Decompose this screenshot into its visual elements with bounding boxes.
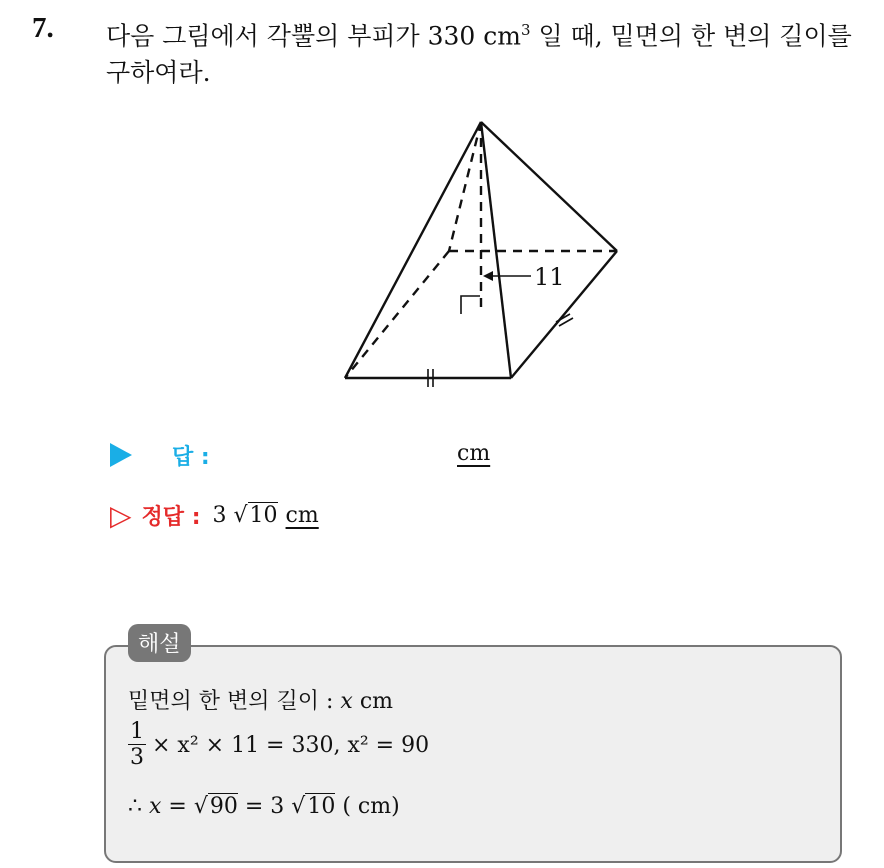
therefore-symbol: ∴	[128, 794, 149, 819]
hidden-edge-base-left	[345, 251, 449, 378]
question-number: 7.	[32, 12, 54, 44]
question-text-line2: 구하여라.	[106, 58, 211, 88]
sqrt-icon: √	[193, 794, 208, 819]
edge-apex-back-right	[481, 122, 617, 251]
explanation-tag: 해설	[128, 624, 191, 662]
solution-arrow-icon: ▷	[110, 498, 132, 532]
explanation-radicand-2: 10	[307, 794, 336, 819]
explanation-line-3-eq: =	[161, 794, 194, 819]
answer-label: 답 :	[172, 444, 210, 470]
answer-row	[110, 438, 210, 472]
explanation-line-2-rest: × x² × 11 = 330, x² = 90	[152, 733, 430, 758]
solution-label: 정답 :	[141, 505, 201, 530]
explanation-line-1	[128, 684, 393, 715]
explanation-line-1-text: 밑면의 한 변의 길이 :	[128, 689, 341, 714]
answer-arrow-icon	[110, 443, 132, 467]
solution-row	[110, 500, 319, 531]
solution-unit: cm	[285, 503, 319, 528]
sqrt-icon: √	[291, 794, 306, 819]
hidden-edge-apex-back-left	[449, 122, 481, 251]
sqrt-icon: √	[233, 503, 248, 528]
explanation-line-1-unit: cm	[359, 689, 394, 714]
question-exponent: 3	[520, 21, 531, 39]
pyramid-figure	[330, 110, 630, 395]
explanation-line-1-var: x	[340, 689, 353, 714]
fraction-one-third	[128, 720, 146, 771]
explanation-line-3-end: ( cm)	[335, 794, 400, 819]
height-label: 11	[534, 263, 565, 291]
height-pointer-arrowhead	[483, 271, 493, 281]
edge-apex-front-left	[345, 122, 481, 378]
explanation-line-3	[128, 794, 400, 819]
question-text-part1: 다음 그림에서 각뿔의 부피가 330 cm	[106, 21, 521, 51]
solution-radicand: 10	[249, 503, 278, 528]
explanation-line-2	[128, 720, 429, 771]
solution-value	[213, 503, 278, 528]
explanation-line-3-mid: = 3	[237, 794, 292, 819]
explanation-line-3-var: x	[149, 794, 162, 819]
right-angle-mark	[461, 296, 480, 314]
explanation-radicand-1: 90	[209, 794, 238, 819]
question-text-part2: 일 때, 밑면의 한 변의 길이를	[530, 21, 852, 51]
question-text	[106, 12, 866, 91]
solution-coefficient: 3	[212, 503, 227, 528]
answer-unit: cm	[457, 441, 491, 466]
fraction-numerator: 1	[130, 719, 144, 744]
fraction-denominator: 3	[130, 745, 144, 770]
